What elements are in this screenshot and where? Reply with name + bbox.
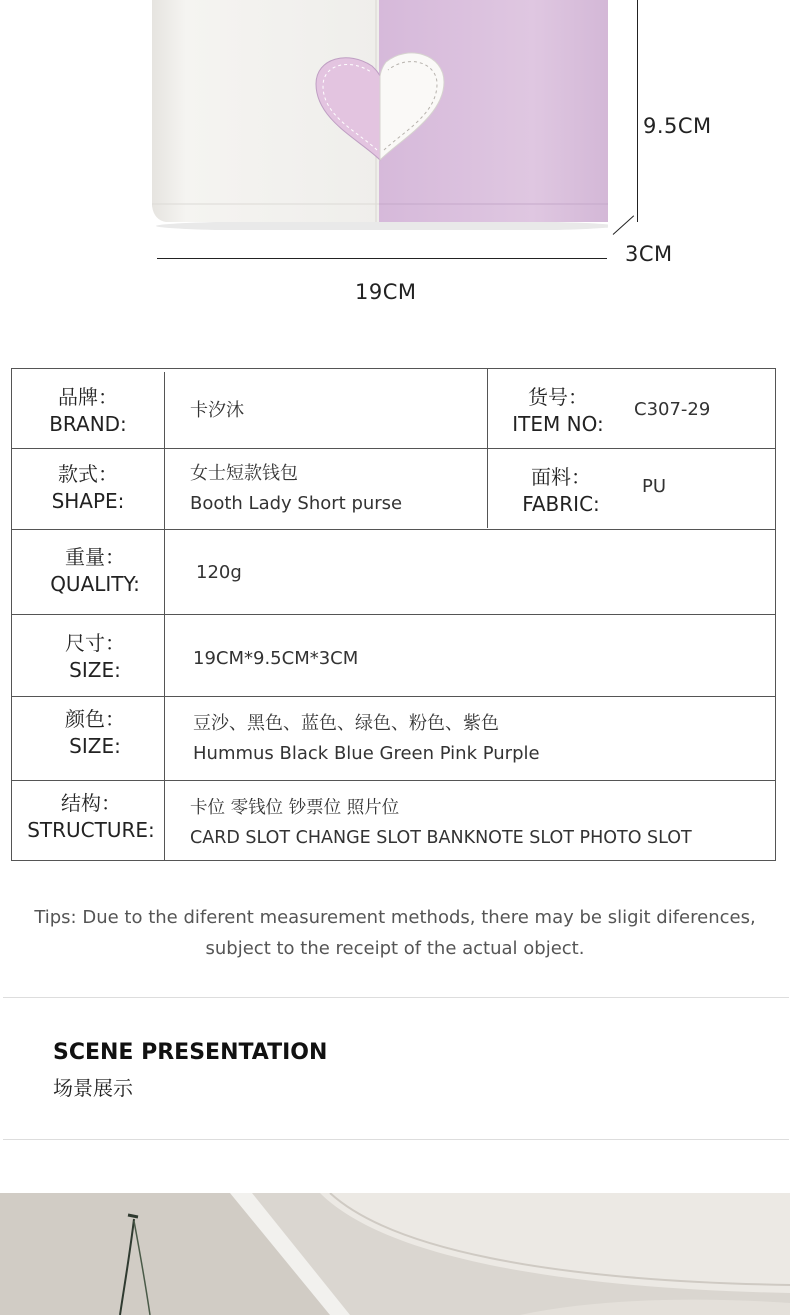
tips-line-2: subject to the receipt of the actual object. — [205, 938, 585, 959]
item-no-label-en: ITEM NO: — [512, 412, 604, 436]
measurement-tips — [0, 902, 790, 964]
size-label-en: SIZE: — [69, 658, 121, 682]
color-value-en: Hummus Black Blue Green Pink Purple — [193, 743, 540, 764]
scene-title: SCENE PRESENTATION — [53, 1040, 328, 1065]
width-dimension-label: 19CM — [355, 280, 417, 304]
shape-label-en: SHAPE: — [51, 489, 125, 513]
table-row-divider — [12, 780, 775, 781]
structure-label-cn: 结构： — [61, 791, 121, 815]
weight-label-cn: 重量： — [65, 545, 125, 569]
color-label-cn: 颜色： — [65, 707, 125, 731]
item-no-value: C307-29 — [634, 399, 711, 420]
fabric-label-en: FABRIC: — [522, 492, 600, 516]
weight-label-en: QUALITY: — [50, 572, 140, 596]
section-divider — [3, 1139, 789, 1140]
wallet-product-image — [148, 0, 608, 230]
width-dimension-line — [157, 258, 607, 259]
table-column-divider — [487, 369, 488, 528]
shape-label — [12, 461, 164, 515]
depth-dimension-line — [613, 215, 634, 234]
shape-value — [190, 459, 402, 519]
table-row-divider — [12, 614, 775, 615]
brand-label-en: BRAND: — [49, 412, 127, 436]
shape-label-cn: 款式： — [58, 462, 118, 486]
height-dimension-label: 9.5CM — [643, 114, 712, 138]
fabric-label — [498, 464, 624, 518]
spec-table — [11, 368, 776, 861]
structure-label-en: STRUCTURE: — [27, 818, 155, 842]
scene-subtitle: 场景展示 — [53, 1076, 133, 1100]
brand-value: 卡汐沐 — [190, 400, 244, 421]
weight-label — [12, 544, 178, 598]
weight-value: 120g — [196, 562, 242, 583]
shape-value-en: Booth Lady Short purse — [190, 493, 403, 514]
table-row-divider — [12, 448, 775, 449]
depth-dimension-label: 3CM — [625, 242, 673, 266]
scene-photo — [0, 1193, 790, 1315]
brand-label — [12, 384, 164, 438]
fabric-label-cn: 面料： — [531, 465, 591, 489]
fabric-value: PU — [642, 476, 667, 497]
size-label-cn: 尺寸： — [65, 631, 125, 655]
color-value — [193, 709, 540, 769]
color-label-en: SIZE: — [69, 734, 121, 758]
size-value: 19CM*9.5CM*3CM — [193, 648, 359, 669]
size-label — [12, 630, 178, 684]
shape-value-cn: 女士短款钱包 — [190, 463, 298, 484]
brand-label-cn: 品牌： — [58, 385, 118, 409]
tips-line-1: Tips: Due to the diferent measurement methods, there may be sligit diferences, — [34, 907, 756, 928]
section-divider — [3, 997, 789, 998]
structure-value — [190, 793, 692, 853]
color-label — [12, 706, 178, 760]
item-no-label-cn: 货号： — [528, 385, 588, 409]
structure-label — [12, 790, 170, 844]
table-row-divider — [12, 529, 775, 530]
height-dimension-line — [637, 0, 638, 222]
structure-value-en: CARD SLOT CHANGE SLOT BANKNOTE SLOT PHOTO SLOT — [190, 828, 692, 848]
item-no-label — [498, 384, 618, 438]
color-value-cn: 豆沙、黑色、蓝色、绿色、粉色、紫色 — [193, 713, 499, 734]
structure-value-cn: 卡位 零钱位 钞票位 照片位 — [190, 798, 400, 818]
table-column-divider — [164, 372, 165, 860]
table-row-divider — [12, 696, 775, 697]
